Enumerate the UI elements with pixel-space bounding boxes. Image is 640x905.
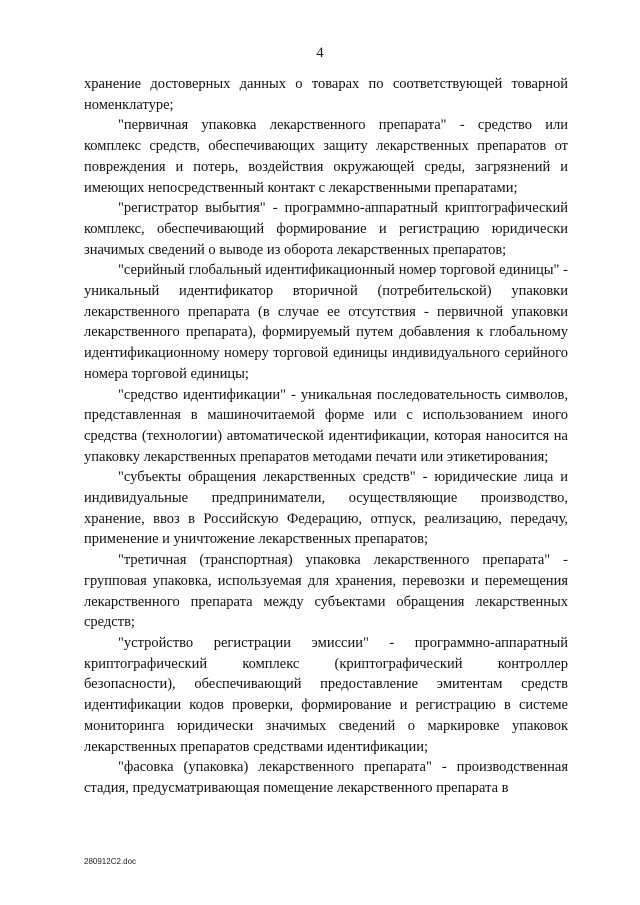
paragraph-serial-gtin: "серийный глобальный идентификационный номер торговой единицы" - уникальный идентификатор вторичной (потребительской) упаковки лекарственного препарата (в случае ее отсутствия - первичной упаковки лекарственного препарата), формируемый путем добавления к глобальному идентификационному номеру торговой единицы индивидуального серийного номера торговой единицы; [84,262,568,382]
paragraph-packaging-stage: "фасовка (упаковка) лекарственного препарата" - производственная стадия, предусматривающая помещение лекарственного препарата в [84,759,568,796]
paragraph-tertiary-packaging: "третичная (транспортная) упаковка лекарственного препарата" - групповая упаковка, используемая для хранения, перевозки и перемещения лекарственного препарата между субъектами обращения лекарственных средств; [84,552,568,631]
paragraph-disposal-registrar: "регистратор выбытия" - программно-аппаратный криптографический комплекс, обеспечивающий формирование и регистрацию юридически значимых сведений о выводе из оборота лекарственных препаратов; [84,200,568,258]
paragraph-circulation-subjects: "субъекты обращения лекарственных средств" - юридические лица и индивидуальные предприниматели, осуществляющие производство, хранение, ввоз в Российскую Федерацию, отпуск, реализацию, передачу, применение и уничтожение лекарственных препаратов; [84,469,568,548]
paragraph-identification-means: "средство идентификации" - уникальная последовательность символов, представленная в машиночитаемой форме или с использованием иного средства (технологии) автоматической идентификации, которая наносится на упаковку лекарственных препаратов методами печати или этикетирования; [84,386,568,465]
page-number: 4 [316,45,324,61]
document-filename-footer: 280912C2.doc [84,857,137,866]
document-body [84,74,568,799]
paragraph-primary-packaging: "первичная упаковка лекарственного препарата" - средство или комплекс средств, обеспечивающих защиту лекарственных препаратов от повреждения и потерь, воздействия окружающей среды, загрязнений и имеющих непосредственный контакт с лекарственными препаратами; [84,117,568,196]
paragraph-emission-registration-device: "устройство регистрации эмиссии" - программно-аппаратный криптографический комплекс (криптографический контроллер безопасности), обеспечивающий предоставление эмитентам средств идентификации кодов проверки, формирование и регистрацию в системе мониторинга юридически значимых сведений о маркировке упаковок лекарственных препаратов средствами идентификации; [84,634,568,755]
paragraph-storage-continuation: хранение достоверных данных о товарах по соответствующей товарной номенклатуре; [84,76,568,113]
